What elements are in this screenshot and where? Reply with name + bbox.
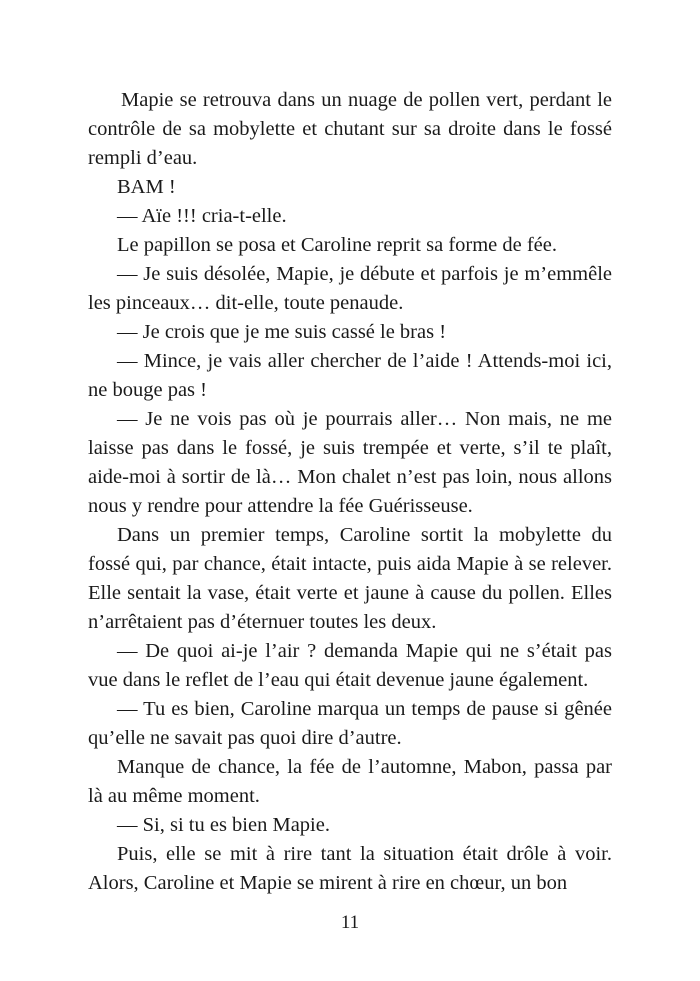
paragraph: Dans un premier temps, Caroline sortit la mobylette du fossé qui, par chance, était intacte, puis aida Mapie à se relever. Elle sentait la vase, était verte et jaune à cause du pollen. Elles n’arrêtaient pas d’éternuer toutes les deux. — [88, 524, 612, 633]
paragraph: — Mince, je vais aller chercher de l’aide ! Attends-moi ici, ne bouge pas ! — [88, 350, 612, 401]
paragraph: — Je ne vois pas où je pourrais aller… Non mais, ne me laisse pas dans le fossé, je suis trempée et verte, s’il te plaît, aide-moi à sortir de là… Mon chalet n’est pas loin, nous allons nous y rendre pour attendre la fée Guérisseuse. — [88, 408, 612, 517]
paragraph: — Aïe !!! cria-t-elle. — [117, 205, 287, 227]
paragraph: — Je suis désolée, Mapie, je débute et parfois je m’emmêle les pinceaux… dit-elle, toute penaude. — [88, 263, 612, 314]
page-number: 11 — [340, 912, 360, 933]
page-body — [88, 86, 612, 898]
paragraph: — Tu es bien, Caroline marqua un temps de pause si gênée qu’elle ne savait pas quoi dire d’autre. — [88, 698, 612, 749]
paragraph: Mapie se retrouva dans un nuage de pollen vert, perdant le contrôle de sa mobylette et chutant sur sa droite dans le fossé rempli d’eau. — [88, 89, 612, 169]
paragraph: — Je crois que je me suis cassé le bras ! — [117, 321, 447, 343]
paragraph: — De quoi ai-je l’air ? demanda Mapie qui ne s’était pas vue dans le reflet de l’eau qui était devenue jaune également. — [88, 640, 612, 691]
paragraph: BAM ! — [117, 176, 176, 198]
paragraph: Puis, elle se mit à rire tant la situation était drôle à voir. Alors, Caroline et Mapie se mirent à rire en chœur, un bon — [88, 843, 612, 894]
paragraph: Manque de chance, la fée de l’automne, Mabon, passa par là au même moment. — [88, 756, 612, 807]
paragraph: — Si, si tu es bien Mapie. — [117, 814, 330, 836]
paragraph: Le papillon se posa et Caroline reprit sa forme de fée. — [117, 234, 558, 256]
